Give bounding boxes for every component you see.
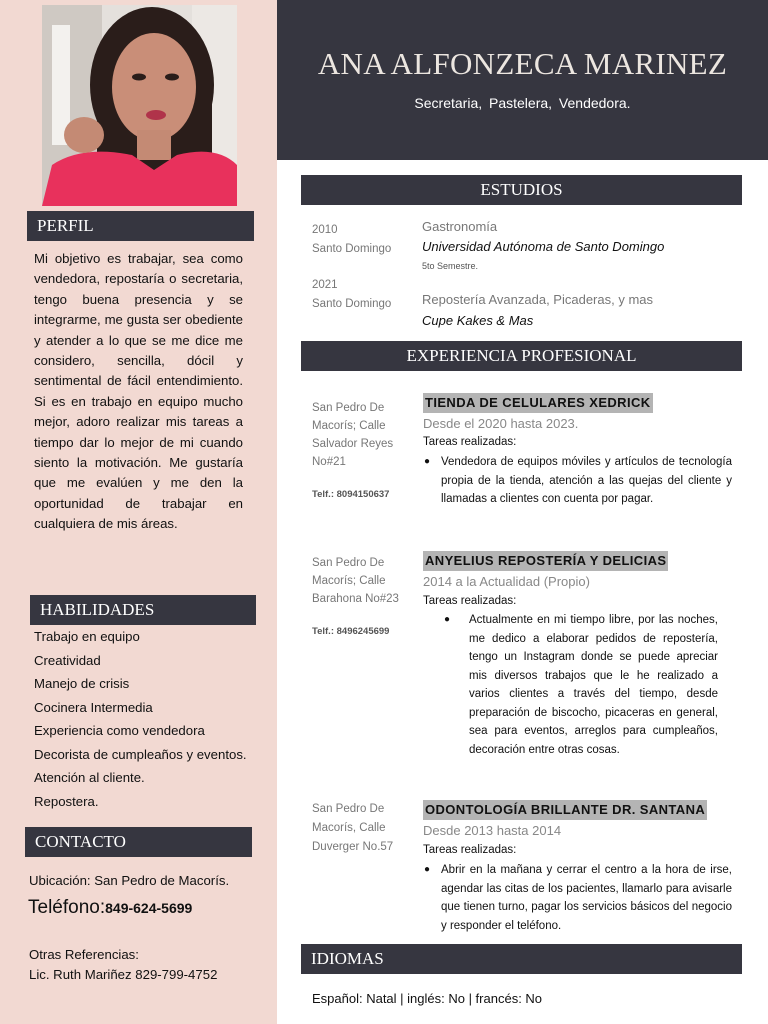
references-label: Otras Referencias: — [29, 947, 139, 962]
job-task: Actualmente en mi tiempo libre, por las noches, me dedico a elaborar pedidos de repostería, tengo un Instagram donde se puede apreciar mis diversos trabajos que le he realizado a varios clientes a través del tiempo, desde preparación de biscocho, picaceras en general, sea para eventos, arreglos para cumpleaños, decoración entre otras cosas. — [469, 614, 718, 756]
idiomas-text: Español: Natal | inglés: No | francés: No — [312, 991, 543, 1006]
estudios-heading: ESTUDIOS — [301, 175, 742, 205]
experiencia-heading: EXPERIENCIA PROFESIONAL — [301, 341, 742, 371]
job-address: Duverger No.57 — [312, 841, 394, 853]
bullet-icon: ● — [424, 864, 431, 875]
study-place: Santo Domingo — [312, 298, 392, 310]
job-address: San Pedro De — [312, 557, 385, 569]
study-note: 5to Semestre. — [422, 261, 479, 271]
header — [277, 0, 768, 160]
job-company: ODONTOLOGÍA BRILLANTE DR. SANTANA — [423, 800, 707, 820]
habilidades-heading: HABILIDADES — [30, 595, 256, 625]
job-company: TIENDA DE CELULARES XEDRICK — [423, 393, 653, 413]
study-field: Gastronomía — [422, 219, 498, 234]
study-year: 2010 — [312, 224, 338, 236]
contact-location: Ubicación: San Pedro de Macorís. — [29, 873, 230, 888]
job-task: Vendedora de equipos móviles y artículos de tecnología propia de la tienda, atención a las quejas del cliente y llamadas a clientes con cuenta por pagar. — [441, 456, 732, 505]
skills-list — [34, 625, 247, 813]
study-year: 2021 — [312, 279, 338, 291]
skill-item: Atención al cliente. — [34, 770, 145, 785]
job-period: 2014 a la Actualidad (Propio) — [423, 574, 590, 589]
job-tasks-label: Tareas realizadas: — [423, 436, 517, 448]
bullet-icon: ● — [444, 614, 451, 625]
job-address: Macorís; Calle — [312, 420, 386, 432]
job-company: ANYELIUS REPOSTERÍA Y DELICIAS — [423, 551, 668, 571]
skill-item: Creatividad — [34, 652, 101, 668]
job-period: Desde 2013 hasta 2014 — [423, 823, 562, 838]
skill-item: Cocinera Intermedia — [34, 699, 153, 715]
profile-photo — [42, 5, 237, 206]
job-address: No#21 — [312, 456, 346, 468]
job-phone: Telf.: 8496245699 — [312, 626, 390, 637]
job-address: Salvador Reyes — [312, 438, 394, 450]
skill-item: Experiencia como vendedora — [34, 723, 205, 738]
study-institution: Cupe Kakes & Mas — [422, 313, 534, 328]
candidate-subtitle: Secretaria, Pastelera, Vendedora. — [414, 95, 631, 111]
job-task: Abrir en la mañana y cerrar el centro a la hora de irse, agendar las citas de los pacientes, llamarlo para avisarle que tienen turno, pagar los servicios básicos del negocio y responder el teléfono. — [441, 864, 732, 932]
job-address: San Pedro De — [312, 803, 385, 815]
phone-label: Teléfono: — [28, 897, 106, 918]
perfil-text: Mi objetivo es trabajar, sea como vendedora, repostaría o secretaria, tengo buena presencia y se integrarme, me gusta ser obediente y atender a lo que se me dice me considero, sencilla, dócil y sentimental de fácil entendimiento. Si es en trabajo en equipo mucho mejor, adoro realizar mis tareas a tiempo dar lo mejor de mi cuando siento la motivación. Me gustaría que me evalúen y me den la oportunidad de trabajar en cualquiera de mis áreas. — [34, 251, 243, 532]
job-period: Desde el 2020 hasta 2023. — [423, 416, 579, 431]
skill-item: Trabajo en equipo — [34, 629, 140, 644]
skill-item: Decorista de cumpleaños y eventos. — [34, 746, 247, 762]
skill-item: Repostera. — [34, 793, 99, 809]
phone-value: 849-624-5699 — [105, 900, 193, 916]
references-value: Lic. Ruth Mariñez 829-799-4752 — [29, 967, 218, 982]
study-place: Santo Domingo — [312, 243, 392, 255]
sidebar — [0, 0, 277, 1024]
job-tasks-label: Tareas realizadas: — [423, 595, 517, 607]
contact-phone — [28, 897, 192, 919]
perfil-heading: PERFIL — [27, 211, 254, 241]
skill-item: Manejo de crisis — [34, 676, 130, 691]
bullet-icon: ● — [424, 456, 431, 467]
contacto-heading: CONTACTO — [25, 827, 252, 857]
job-address: San Pedro De — [312, 402, 385, 414]
study-field: Repostería Avanzada, Picaderas, y mas — [422, 292, 653, 307]
job-address: Macorís; Calle — [312, 575, 386, 587]
job-phone: Telf.: 8094150637 — [312, 489, 390, 500]
job-address: Macorís, Calle — [312, 822, 386, 834]
idiomas-heading: IDIOMAS — [301, 944, 742, 974]
candidate-name: ANA ALFONZECA MARINEZ — [317, 46, 728, 81]
job-address: Barahona No#23 — [312, 593, 399, 605]
study-institution: Universidad Autónoma de Santo Domingo — [422, 239, 665, 254]
job-tasks-label: Tareas realizadas: — [423, 844, 517, 856]
